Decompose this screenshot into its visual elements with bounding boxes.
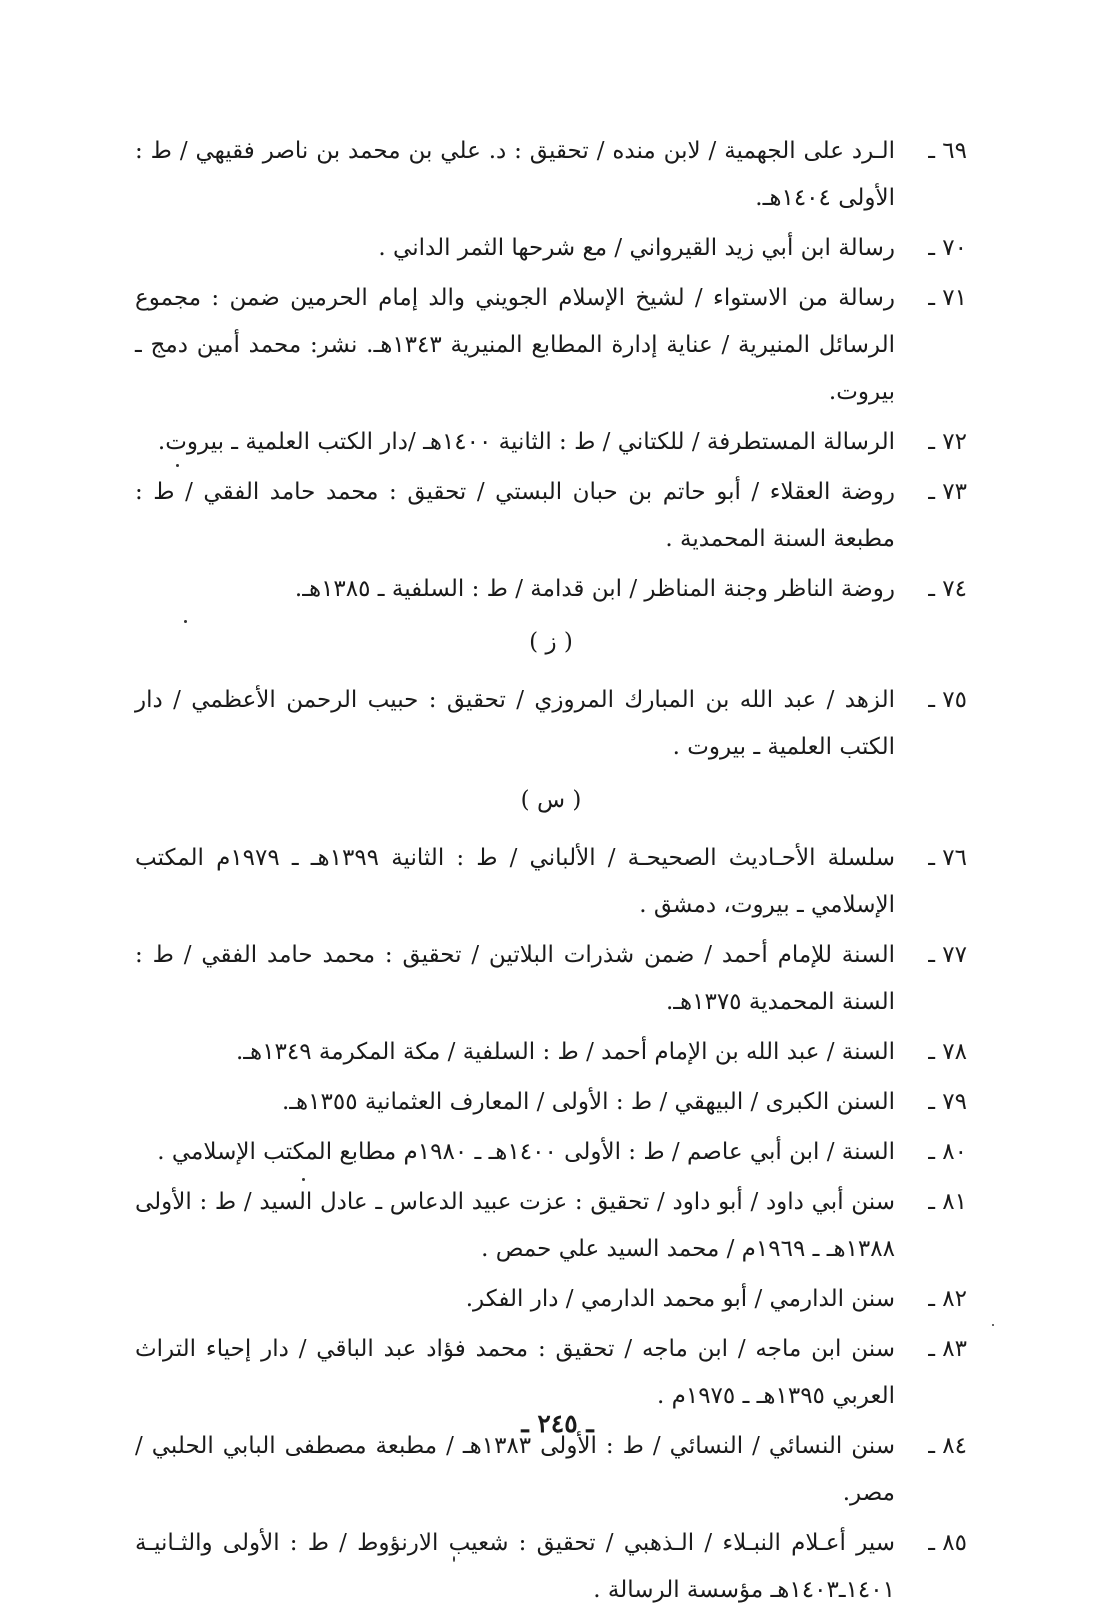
list-item [135,275,967,416]
list-item [135,1129,967,1176]
entry-number: ٨٢ ـ [928,1286,967,1312]
entry-text: الزهد / عبد الله بن المبارك المروزي / تحقيق : حبيب الرحمن الأعظمي / دار الكتب العلمية ـ بيروت . [135,687,895,760]
entry-text: سنن أبي داود / أبو داود / تحقيق : عزت عبيد الدعاس ـ عادل السيد / ط : الأولى ١٣٨٨هـ ـ ١٩٦٩م / محمد السيد علي حمص . [135,1189,895,1262]
list-item [135,677,967,771]
entry-text: الرسالة المستطرفة / للكتاني / ط : الثانية ١٤٠٠هـ /دار الكتب العلمية ـ بيروت. [157,429,895,455]
entry-text: روضة الناظر وجنة المناظر / ابن قدامة / ط : السلفية ـ ١٣٨٥هـ. [294,576,895,602]
scan-speck [302,1178,305,1181]
list-item [135,469,967,563]
page-number: ـ ٢٤٥ ـ [521,1409,594,1438]
entry-text: السنة / ابن أبي عاصم / ط : الأولى ١٤٠٠هـ ـ ١٩٨٠م مطابع المكتب الإسلامي . [157,1139,895,1165]
list-item [135,1276,967,1323]
entry-number: ٧٦ ـ [928,845,967,871]
entry-number: ٨٣ ـ [928,1336,967,1362]
entry-number: ٧٥ ـ [928,687,967,713]
list-item [135,1520,967,1614]
list-item [135,835,967,929]
list-item [135,1029,967,1076]
entry-number: ٨٠ ـ [928,1139,967,1165]
entry-number: ٨٥ ـ [928,1530,967,1556]
section-heading-z: ( ز ) [529,629,573,655]
entry-text: السنة للإمام أحمد / ضمن شذرات البلاتين / تحقيق : محمد حامد الفقي / ط : السنة المحمدية ١٣٧٥هـ. [135,942,895,1015]
entry-number: ٧٣ ـ [928,479,967,505]
entry-text: سنن الدارمي / أبو محمد الدارمي / دار الفكر. [465,1286,895,1312]
entry-number: ٧٧ ـ [928,942,967,968]
entry-number: ٧١ ـ [928,285,967,311]
entry-number: ٨٤ ـ [928,1433,967,1459]
entry-text: السنة / عبد الله بن الإمام أحمد / ط : السلفية / مكة المكرمة ١٣٤٩هـ. [236,1039,895,1065]
entry-number: ٧٤ ـ [928,576,967,602]
entry-text: الـرد على الجهمية / لابن منده / تحقيق : د. علي بن محمد بن ناصر فقيهي / ط : الأولى ١٤٠٤هـ. [135,138,895,211]
entry-text: سير أعـلام النبـلاء / الـذهبي / تحقيق : شعيب الارنؤوط / ط : الأولى والثـانيـة ١٤٠١ـ١٤٠٣هـ مؤسسة الرسالة . [135,1530,895,1603]
entry-text: سلسلة الأحـاديث الصحيحـة / الألباني / ط : الثانية ١٣٩٩هـ ـ ١٩٧٩م المكتب الإسلامي ـ بيروت، دمشق . [135,845,895,918]
entry-number: ٧٢ ـ [928,429,967,455]
entry-number: ٧٩ ـ [928,1089,967,1115]
list-item [135,1079,967,1126]
section-heading-s: ( س ) [520,787,582,813]
list-item [135,1179,967,1273]
entry-number: ٧٨ ـ [928,1039,967,1065]
list-item [135,932,967,1026]
scan-speck [453,1556,455,1562]
entry-text: سنن ابن ماجه / ابن ماجه / تحقيق : محمد فؤاد عبد الباقي / دار إحياء التراث العربي ١٣٩٥هـ ـ ١٩٧٥م . [135,1336,895,1409]
list-item [135,566,967,613]
entry-number: ٨١ ـ [928,1189,967,1215]
entry-number: ٦٩ ـ [928,138,967,164]
entry-text: السنن الكبرى / البيهقي / ط : الأولى / المعارف العثمانية ١٣٥٥هـ. [281,1089,895,1115]
bibliography-list [135,128,967,1617]
list-item [135,225,967,272]
entry-number: ٧٠ ـ [928,235,967,261]
scan-speck [992,1324,994,1326]
entry-text: سنن النسائي / النسائي / ط : الأولى ١٣٨٣هـ / مطبعة مصطفى البابي الحلبي / مصر. [135,1433,895,1506]
scan-speck [176,464,179,467]
entry-text: رسالة ابن أبي زيد القيرواني / مع شرحها الثمر الداني . [378,235,895,261]
scan-speck [184,620,187,623]
entry-text: رسالة من الاستواء / لشيخ الإسلام الجويني والد إمام الحرمين ضمن : مجموع الرسائل المنيرية / عناية إدارة المطابع المنيرية ١٣٤٣هـ. نشر: محمد أمين دمج ـ بيروت. [135,285,895,405]
entry-text: روضة العقلاء / أبو حاتم بن حبان البستي / تحقيق : محمد حامد الفقي / ط : مطبعة السنة المحمدية . [135,479,895,552]
list-item [135,128,967,222]
list-item [135,419,967,466]
